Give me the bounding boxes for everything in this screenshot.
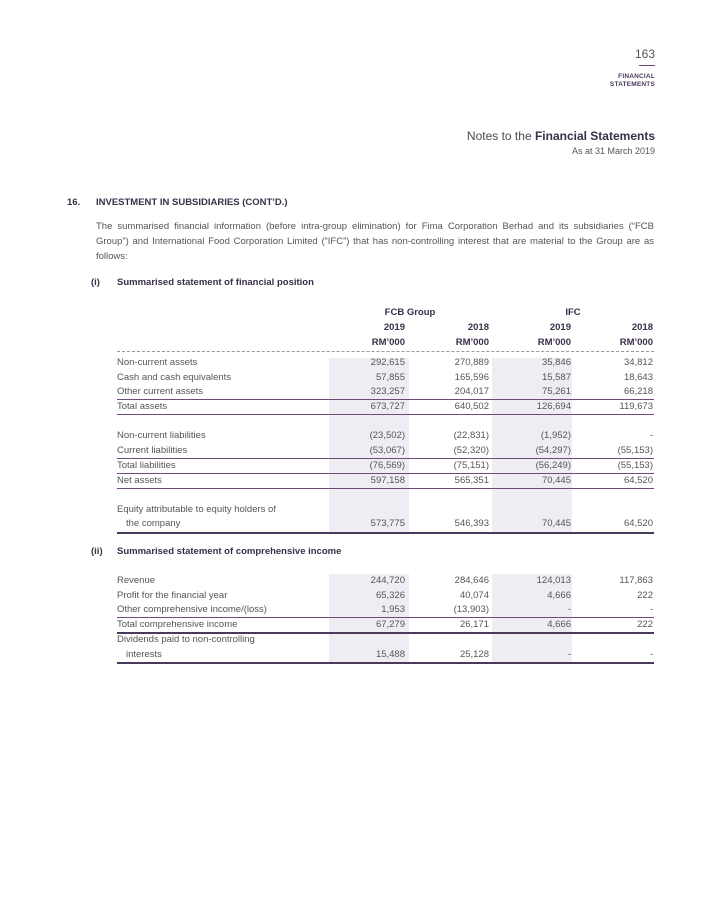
cell-value: 35,846	[541, 357, 571, 368]
cell-value: 640,502	[454, 401, 489, 412]
cell-value: 65,326	[375, 590, 405, 601]
cell-value: 4,666	[547, 619, 571, 630]
table-row-total	[117, 459, 654, 474]
cell-value: 26,171	[459, 619, 489, 630]
notes-date: As at 31 March 2019	[571, 146, 655, 156]
table-row	[117, 633, 654, 648]
table-row	[117, 574, 654, 589]
cell-value: 323,257	[370, 386, 405, 397]
table-row	[117, 385, 654, 400]
table-row	[117, 429, 654, 444]
cell-value: 673,727	[370, 401, 405, 412]
table-row	[117, 356, 654, 371]
row-label: Total assets	[117, 401, 168, 412]
cell-value: (55,153)	[617, 460, 653, 471]
subsection-title: Summarised statement of financial position	[117, 277, 314, 288]
cell-value: 75,261	[541, 386, 571, 397]
note-intro: The summarised financial information (before intra-group elimination) for Fima Corporation Berhad and its subsidiaries (“FCB Group”) and International Food Corporation Limited (“IFC”) that has non-controlling interest that are material to the Group are as follows:	[96, 221, 654, 262]
cell-value: 284,646	[454, 575, 489, 586]
cell-value: 222	[637, 590, 653, 601]
cell-value: (54,297)	[535, 445, 571, 456]
cell-value: (56,249)	[535, 460, 571, 471]
row-label: Dividends paid to non-controlling	[117, 634, 255, 645]
unit-header: RM’000	[455, 337, 489, 348]
notes-title-prefix: Notes to the	[466, 129, 535, 143]
subsection-comprehensive-income	[91, 546, 342, 557]
table-row	[117, 444, 654, 459]
cell-value: -	[567, 604, 571, 615]
note-number: 16.	[67, 197, 81, 208]
cell-value: 546,393	[454, 518, 489, 529]
table-row-total	[117, 618, 654, 633]
cell-value: 165,596	[454, 372, 489, 383]
unit-header: RM’000	[371, 337, 405, 348]
row-rule	[117, 488, 654, 489]
year-header: 2018	[631, 322, 653, 333]
cell-value: 119,673	[619, 401, 653, 412]
cell-value: 70,445	[541, 475, 571, 486]
row-label: Other current assets	[117, 386, 204, 397]
note-heading	[67, 197, 288, 208]
cell-value: 57,855	[375, 372, 405, 383]
table-bottom-rule	[117, 662, 654, 664]
notes-title	[467, 129, 655, 143]
table-row	[117, 503, 654, 518]
subsection-number: (i)	[91, 277, 100, 288]
table-row-total	[117, 474, 654, 489]
table-row	[117, 371, 654, 386]
subsection-number: (ii)	[91, 546, 103, 557]
cell-value: 15,488	[375, 649, 405, 660]
table-row	[117, 517, 654, 532]
row-label: Current liabilities	[117, 445, 188, 456]
cell-value: 70,445	[541, 518, 571, 529]
cell-value: 597,158	[370, 475, 405, 486]
row-label: Equity attributable to equity holders of	[117, 504, 276, 515]
year-header: 2018	[467, 322, 489, 333]
cell-value: 18,643	[623, 372, 653, 383]
group-header-ifc: IFC	[565, 307, 581, 318]
cell-value: 270,889	[454, 357, 489, 368]
page-number-rule	[639, 65, 655, 66]
cell-value: -	[649, 604, 653, 615]
row-label: Total liabilities	[117, 460, 176, 471]
table-row	[117, 648, 654, 663]
cell-value: 117,863	[619, 575, 653, 586]
table-row	[117, 603, 654, 618]
cell-value: 124,013	[536, 575, 571, 586]
notes-title-bold: Financial Statements	[534, 129, 655, 143]
cell-value: 40,074	[459, 590, 489, 601]
cell-value: 244,720	[370, 575, 405, 586]
row-rule	[117, 414, 654, 415]
cell-value: 292,615	[370, 357, 405, 368]
cell-value: (75,151)	[453, 460, 489, 471]
subsection-financial-position	[91, 277, 314, 288]
group-header-fcb: FCB Group	[384, 307, 436, 318]
cell-value: (23,502)	[369, 430, 405, 441]
cell-value: 67,279	[375, 619, 405, 630]
cell-value: (52,320)	[453, 445, 489, 456]
subsection-title: Summarised statement of comprehensive income	[117, 546, 342, 557]
page-number: 163	[634, 47, 655, 61]
cell-value: (1,952)	[540, 430, 571, 441]
table-row-total	[117, 400, 654, 415]
cell-value: 565,351	[454, 475, 489, 486]
cell-value: 126,694	[536, 401, 571, 412]
unit-header: RM’000	[537, 337, 571, 348]
row-label: Cash and cash equivalents	[117, 372, 232, 383]
cell-value: 64,520	[623, 475, 653, 486]
cell-value: 4,666	[547, 590, 571, 601]
cell-value: -	[567, 649, 571, 660]
header-dashed-rule	[117, 351, 654, 352]
section-tag-line2: STATEMENTS	[609, 81, 655, 88]
row-label: Non-current assets	[117, 357, 198, 368]
row-label: Revenue	[117, 575, 156, 586]
cell-value: 1,953	[381, 604, 405, 615]
cell-value: 34,812	[623, 357, 653, 368]
unit-header: RM’000	[619, 337, 653, 348]
cell-value: 25,128	[459, 649, 489, 660]
cell-value: (22,831)	[453, 430, 489, 441]
year-header: 2019	[383, 322, 405, 333]
cell-value: -	[649, 649, 653, 660]
note-title: INVESTMENT IN SUBSIDIARIES (CONT’D.)	[96, 197, 288, 208]
year-header: 2019	[549, 322, 571, 333]
row-label: Non-current liabilities	[117, 430, 206, 441]
section-tag	[610, 73, 655, 89]
cell-value: (13,903)	[453, 604, 489, 615]
row-label: Profit for the financial year	[117, 590, 228, 601]
cell-value: 204,017	[454, 386, 489, 397]
cell-value: 222	[637, 619, 653, 630]
row-label: Total comprehensive income	[117, 619, 238, 630]
cell-value: 573,775	[370, 518, 405, 529]
table-row	[117, 589, 654, 604]
cell-value: 64,520	[623, 518, 653, 529]
row-label: interests	[126, 649, 162, 660]
section-tag-line1: FINANCIAL	[618, 73, 655, 80]
cell-value: 66,218	[623, 386, 653, 397]
row-label: the company	[126, 518, 181, 529]
cell-value: (76,569)	[369, 460, 405, 471]
cell-value: -	[649, 430, 653, 441]
cell-value: 15,587	[541, 372, 571, 383]
row-label: Net assets	[117, 475, 162, 486]
cell-value: (53,067)	[369, 445, 405, 456]
row-label: Other comprehensive income/(loss)	[117, 604, 267, 615]
cell-value: (55,153)	[617, 445, 653, 456]
table-bottom-rule	[117, 532, 654, 534]
